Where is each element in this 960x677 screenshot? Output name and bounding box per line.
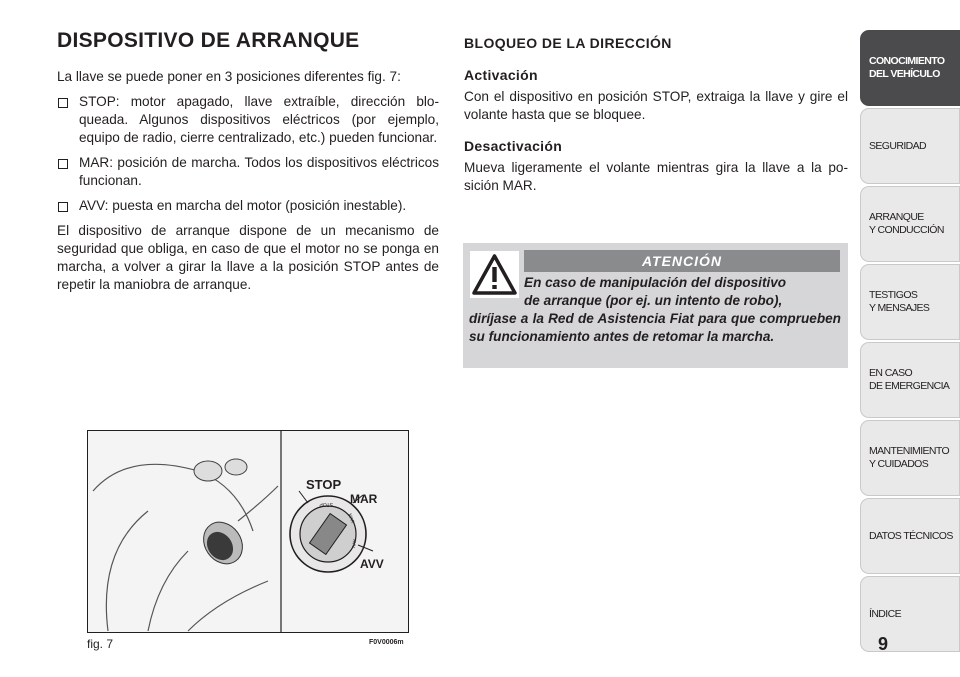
left-column: [57, 68, 439, 301]
tab-label: SEGURIDAD: [869, 139, 927, 152]
page-number: 9: [878, 634, 889, 654]
dial-avv-label: AVV: [350, 538, 358, 549]
figure-code: F0V0006m: [369, 639, 404, 646]
tab-label: ÍNDICE: [869, 607, 901, 620]
ignition-illustration: [88, 431, 408, 632]
tab-datos-tecnicos[interactable]: [860, 498, 960, 574]
bullet-text: MAR: posición de marcha. Todos los dispositivos eléctricos funcionan.: [79, 155, 439, 188]
deactivation-text: Mueva ligeramente el volante mientras gira la llave a la posición MAR.: [464, 160, 848, 193]
intro-paragraph: La llave se puede poner en 3 posiciones diferentes fig. 7:: [57, 69, 401, 84]
tab-label: ARRANQUE Y CONDUCCIÓN: [869, 211, 944, 236]
bullet-avv: [57, 197, 439, 215]
figure-caption: fig. 7: [87, 637, 114, 651]
deactivation-title: Desactivación: [464, 138, 563, 154]
tab-arranque[interactable]: [860, 186, 960, 262]
activation-title: Activación: [464, 67, 538, 83]
bullet-mar: [57, 154, 439, 190]
tab-label: DATOS TÉCNICOS: [869, 529, 953, 542]
bullet-stop: [57, 93, 439, 147]
checkbox-bullet-icon: [58, 98, 68, 108]
mar-label: MAR: [350, 492, 378, 506]
warning-line: de arranque (por ej. un intento de robo),: [524, 293, 783, 308]
dial-stop-label: STOP: [319, 501, 333, 507]
avv-label: AVV: [360, 557, 384, 571]
page-title: DISPOSITIVO DE ARRANQUE: [57, 29, 360, 52]
closing-paragraph: El dispositivo de arranque dispone de un mecanismo de seguridad que obliga, en caso de que el motor no se ponga en marcha, a volver a girar la llave a la posición STOP antes de repetir la maniobra de arranque.: [57, 223, 439, 292]
tab-label: TESTIGOS Y MENSAJES: [869, 289, 930, 314]
warning-line: En caso de manipulación del dispositivo: [524, 275, 787, 290]
section-heading: BLOQUEO DE LA DIRECCIÓN: [464, 35, 672, 51]
tab-seguridad[interactable]: [860, 108, 960, 184]
warning-header: ATENCIÓN: [524, 250, 840, 272]
warning-rest: diríjase a la Red de Asistencia Fiat para que comprueben su funcionamiento antes de retomar la marcha.: [469, 311, 841, 344]
tab-emergencia[interactable]: [860, 342, 960, 418]
checkbox-bullet-icon: [58, 159, 68, 169]
dial-mar-label: MAR: [347, 512, 356, 524]
ignition-figure: [87, 430, 409, 633]
tab-label: EN CASO DE EMERGENCIA: [869, 367, 950, 392]
checkbox-bullet-icon: [58, 202, 68, 212]
tab-label: MANTENIMIENTO Y CUIDADOS: [869, 445, 950, 470]
bullet-text: STOP: motor apagado, llave extraíble, dirección bloqueada. Algunos dispositivos eléctricos (por ejemplo, equipo de radio, cierre centralizado, etc.) pueden funcionar.: [79, 94, 439, 145]
right-column: [464, 34, 848, 208]
tab-indice[interactable]: [860, 576, 960, 652]
tab-conocimiento[interactable]: [860, 30, 960, 106]
tab-testigos[interactable]: [860, 264, 960, 340]
stop-label: STOP: [306, 477, 342, 492]
warning-box: [463, 243, 848, 368]
activation-text: Con el dispositivo en posición STOP, extraiga la llave y gire el volante hasta que se bloquee.: [464, 89, 848, 122]
warning-text: [469, 274, 841, 346]
bullet-text: AVV: puesta en marcha del motor (posición inestable).: [79, 198, 407, 213]
tab-mantenimiento[interactable]: [860, 420, 960, 496]
tab-label: CONOCIMIENTO DEL VEHÍCULO: [869, 55, 945, 80]
